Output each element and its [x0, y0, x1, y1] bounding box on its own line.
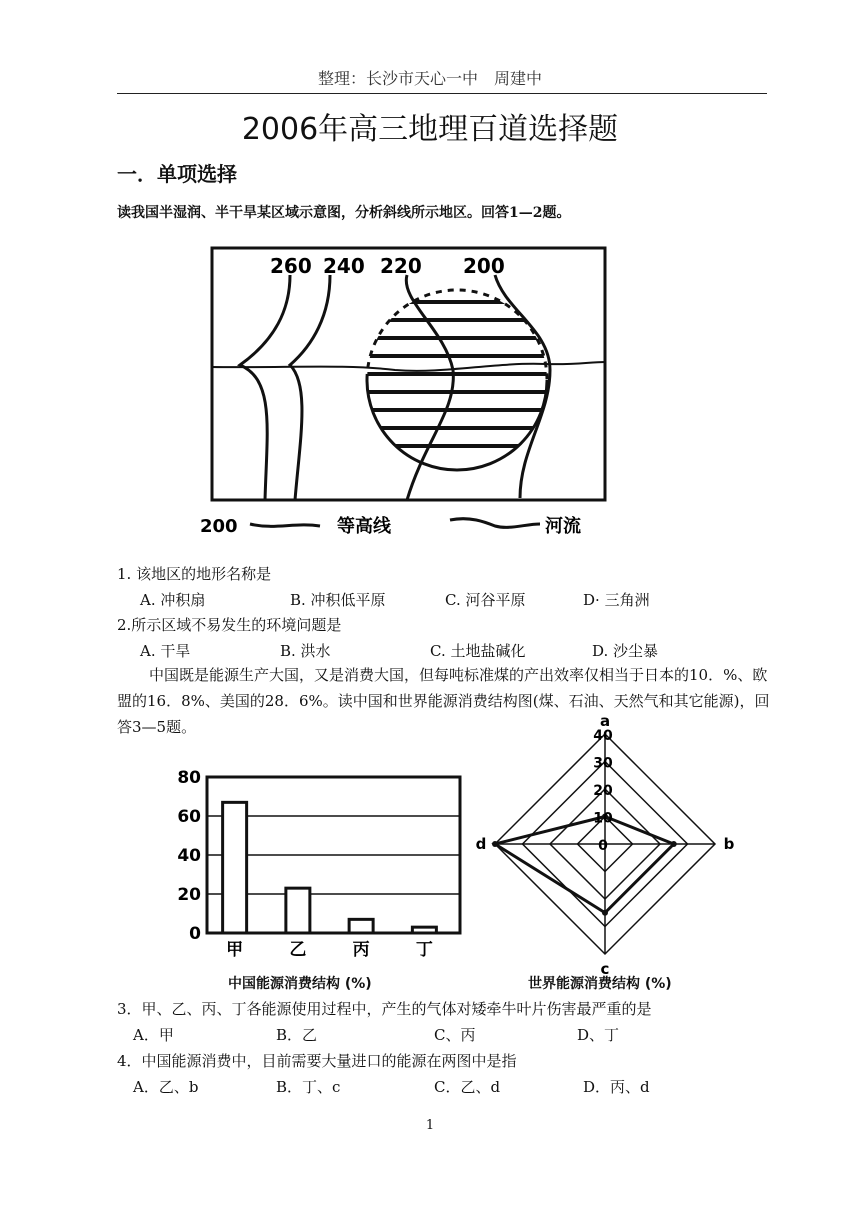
question-option: A．甲 [133, 1026, 174, 1044]
radar-chart-title: 世界能源消费结构 (%) [528, 976, 672, 992]
question-stem: 2.所示区域不易发生的环境问题是 [117, 616, 342, 634]
question-stem: 1. 该地区的地形名称是 [117, 565, 272, 583]
radar-axis-label: d [475, 835, 487, 853]
china-energy-bar-chart [165, 765, 465, 990]
question-option: A．乙、b [133, 1078, 199, 1096]
question-option: D．丙、d [583, 1078, 650, 1096]
radar-axis-label: b [723, 835, 735, 853]
question-option: B．乙 [276, 1026, 318, 1044]
hatched-area [355, 302, 555, 446]
x-tick-label: 甲 [226, 940, 244, 960]
y-tick-label: 20 [177, 885, 201, 905]
question-option: A. 干旱 [140, 642, 191, 660]
instruction-text: 读我国半湿润、半干旱某区域示意图，分析斜线所示地区。回答1—2题。 [117, 205, 571, 221]
radar-axis-label: a [599, 712, 611, 730]
y-tick-label: 60 [177, 807, 201, 827]
contour-map [195, 240, 625, 540]
radar-tick-label: 10 [593, 810, 613, 827]
legend-contour-text: 等高线 [337, 516, 391, 537]
radar-point [602, 910, 608, 916]
world-energy-radar-chart [475, 712, 735, 978]
radar-tick-label: 30 [593, 755, 613, 772]
question-option: D. 沙尘暴 [592, 642, 659, 660]
question-option: C、丙 [434, 1026, 476, 1044]
radar-axis-label: c [600, 960, 610, 978]
y-tick-label: 80 [177, 768, 201, 788]
question-stem: 3．甲、乙、丙、丁各能源使用过程中，产生的气体对矮牵牛叶片伤害最严重的是 [117, 1000, 652, 1018]
y-tick-label: 0 [189, 924, 201, 944]
contour-label: 240 [323, 254, 365, 278]
question-option: D· 三角洲 [583, 591, 650, 609]
bar-chart-title: 中国能源消费结构 (%) [228, 976, 372, 992]
question-option: D、丁 [577, 1026, 620, 1044]
radar-point [492, 841, 498, 847]
radar-tick-label: 40 [593, 728, 613, 744]
header-rule [117, 93, 767, 94]
question-stem: 4．中国能源消费中，目前需要大量进口的能源在两图中是指 [117, 1052, 517, 1070]
legend-river-text: 河流 [545, 516, 581, 537]
question-option: A. 冲积扇 [140, 591, 206, 609]
x-tick-label: 乙 [289, 940, 307, 960]
legend-river-line [450, 519, 540, 528]
bar [286, 888, 310, 933]
bar [223, 802, 247, 933]
question-option: B. 冲积低平原 [290, 591, 386, 609]
contour-label: 220 [380, 254, 422, 278]
page-header: 整理：长沙市天心一中 周建中 [317, 69, 542, 88]
bar [412, 927, 436, 933]
question-option: B. 洪水 [280, 642, 331, 660]
contour-label: 200 [463, 254, 505, 278]
contour-label: 260 [270, 254, 312, 278]
question-option: C．乙、d [434, 1078, 501, 1096]
bar [349, 919, 373, 933]
question-option: C. 河谷平原 [445, 591, 526, 609]
radar-point [671, 841, 677, 847]
radar-tick-label: 0 [598, 838, 608, 854]
x-tick-label: 丙 [352, 940, 370, 960]
intro-paragraph: 中国既是能源生产大国，又是消费大国，但每吨标准煤的产出效率仅相当于日本的10．%、欧盟的16．8%、美国的28．6%。读中国和世界能源消费结构图(煤、石油、天然气和其它能源)，回答3—5题。 [117, 666, 770, 736]
contour-240 [290, 275, 330, 500]
question-option: C. 土地盐碱化 [430, 642, 526, 660]
x-tick-label: 丁 [415, 940, 433, 960]
page-number: 1 [425, 1118, 435, 1133]
radar-tick-label: 20 [593, 783, 613, 799]
legend-contour-line [250, 524, 320, 526]
section-heading: 一．单项选择 [117, 162, 237, 186]
y-tick-label: 40 [177, 846, 201, 866]
contour-200 [495, 275, 550, 498]
contour-260 [240, 275, 290, 500]
question-option: B．丁、c [276, 1078, 341, 1096]
legend-contour-value: 200 [200, 516, 238, 537]
page-title: 2006年高三地理百道选择题 [241, 112, 619, 147]
